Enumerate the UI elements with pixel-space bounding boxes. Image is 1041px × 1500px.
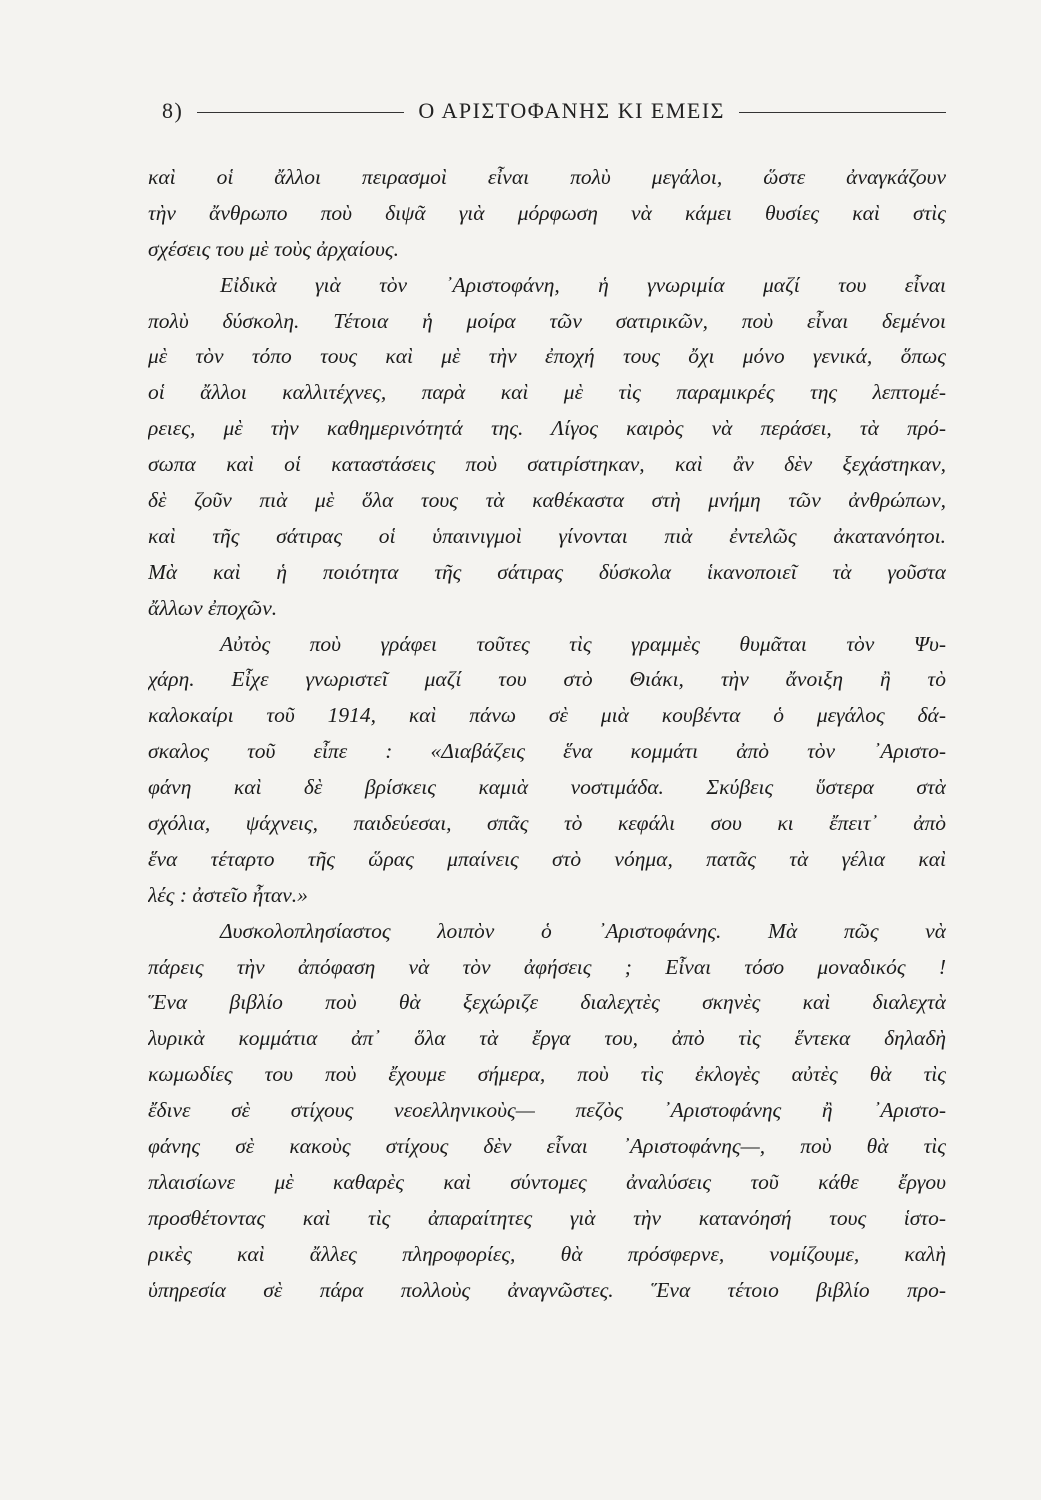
text-line: τὴν ἄνθρωπο ποὺ διψᾶ γιὰ μόρφωση νὰ κάμει θυσίες καὶ στὶς bbox=[148, 200, 946, 225]
running-header bbox=[162, 96, 946, 126]
text-line: προσθέτοντας καὶ τὶς ἀπαραίτητες γιὰ τὴν κατανόησή τους ἱστο- bbox=[148, 1205, 946, 1230]
text-line: Μὰ καὶ ἡ ποιότητα τῆς σάτιρας δύσκολα ἱκανοποιεῖ τὰ γοῦστα bbox=[148, 559, 946, 584]
text-line: φάνης σὲ κακοὺς στίχους δὲν εἶναι ᾿Αριστοφάνης—, ποὺ θὰ τὶς bbox=[148, 1134, 946, 1159]
header-rule-right bbox=[739, 112, 946, 113]
text-line: ἄλλων ἐποχῶν. bbox=[148, 595, 278, 620]
text-line: μὲ τὸν τόπο τους καὶ μὲ τὴν ἐποχή τους ὄχι μόνο γενικά, ὅπως bbox=[148, 344, 946, 369]
text-line: ρειες, μὲ τὴν καθημερινότητά της. Λίγος καιρὸς νὰ περάσει, τὰ πρό- bbox=[148, 416, 946, 441]
text-line: χάρη. Εἶχε γνωριστεῖ μαζί του στὸ Θιάκι, τὴν ἄνοιξη ἢ τὸ bbox=[148, 667, 946, 692]
text-line: Δυσκολοπλησίαστος λοιπὸν ὁ ᾿Αριστοφάνης. Μὰ πῶς νὰ bbox=[220, 918, 946, 943]
text-line: πλαισίωνε μὲ καθαρὲς καὶ σύντομες ἀναλύσεις τοῦ κάθε ἔργου bbox=[148, 1169, 946, 1194]
text-line: πολὺ δύσκολη. Τέτοια ἡ μοίρα τῶν σατιρικῶν, ποὺ εἶναι δεμένοι bbox=[148, 308, 946, 333]
text-line: λές : ἀστεῖο ἦταν.» bbox=[148, 882, 308, 907]
text-line: Εἰδικὰ γιὰ τὸν ᾿Αριστοφάνη, ἡ γνωριμία μαζί του εἶναι bbox=[220, 272, 946, 297]
text-line: Αὐτὸς ποὺ γράφει τοῦτες τὶς γραμμὲς θυμᾶται τὸν Ψυ- bbox=[220, 631, 946, 656]
header-rule-left bbox=[197, 112, 404, 113]
text-line: πάρεις τὴν ἀπόφαση νὰ τὸν ἀφήσεις ; Εἶναι τόσο μοναδικός ! bbox=[148, 954, 946, 979]
text-line: ἔδινε σὲ στίχους νεοελληνικοὺς— πεζὸς ᾿Αριστοφάνης ἢ ᾿Αριστο- bbox=[148, 1098, 946, 1123]
text-line: σχέσεις του μὲ τοὺς ἀρχαίους. bbox=[148, 236, 400, 261]
text-line: ρικὲς καὶ ἄλλες πληροφορίες, θὰ πρόσφερνε, νομίζουμε, καλὴ bbox=[148, 1241, 946, 1266]
text-line: οἱ ἄλλοι καλλιτέχνες, παρὰ καὶ μὲ τὶς παραμικρές της λεπτομέ- bbox=[148, 380, 946, 405]
text-line: σχόλια, ψάχνεις, παιδεύεσαι, σπᾶς τὸ κεφάλι σου κι ἔπειτ᾿ ἀπὸ bbox=[148, 811, 946, 836]
text-line: Ἕνα βιβλίο ποὺ θὰ ξεχώριζε διαλεχτὲς σκηνὲς καὶ διαλεχτὰ bbox=[148, 990, 946, 1015]
page-number: 8) bbox=[162, 98, 184, 123]
running-title: Ο ΑΡΙΣΤΟΦΑΝΗΣ ΚΙ ΕΜΕΙΣ bbox=[418, 98, 725, 123]
text-line: δὲ ζοῦν πιὰ μὲ ὅλα τους τὰ καθέκαστα στὴ μνήμη τῶν ἀνθρώπων, bbox=[148, 488, 946, 513]
text-line: καὶ τῆς σάτιρας οἱ ὑπαινιγμοὶ γίνονται πιὰ ἐντελῶς ἀκατανόητοι. bbox=[148, 523, 946, 548]
text-line: κωμωδίες του ποὺ ἔχουμε σήμερα, ποὺ τὶς ἐκλογὲς αὐτὲς θὰ τὶς bbox=[148, 1062, 946, 1087]
text-line: σωπα καὶ οἱ καταστάσεις ποὺ σατιρίστηκαν, καὶ ἂν δὲν ξεχάστηκαν, bbox=[148, 452, 946, 477]
text-line: καλοκαίρι τοῦ 1914, καὶ πάνω σὲ μιὰ κουβέντα ὁ μεγάλος δά- bbox=[148, 703, 946, 728]
text-line: καὶ οἱ ἄλλοι πειρασμοὶ εἶναι πολὺ μεγάλοι, ὥστε ἀναγκάζουν bbox=[148, 165, 946, 189]
body-text bbox=[148, 160, 946, 1309]
text-line: σκαλος τοῦ εἶπε : «Διαβάζεις ἕνα κομμάτι ἀπὸ τὸν ᾿Αριστο- bbox=[148, 739, 946, 764]
text-line: ὑπηρεσία σὲ πάρα πολλοὺς ἀναγνῶστες. Ἕνα τέτοιο βιβλίο προ- bbox=[148, 1277, 946, 1302]
text-line: λυρικὰ κομμάτια ἀπ᾿ ὅλα τὰ ἔργα του, ἀπὸ τὶς ἕντεκα δηλαδὴ bbox=[148, 1026, 946, 1051]
text-line: ἕνα τέταρτο τῆς ὥρας μπαίνεις στὸ νόημα, πατᾶς τὰ γέλια καὶ bbox=[148, 846, 946, 871]
text-line: φάνη καὶ δὲ βρίσκεις καμιὰ νοστιμάδα. Σκύβεις ὕστερα στὰ bbox=[148, 775, 946, 800]
